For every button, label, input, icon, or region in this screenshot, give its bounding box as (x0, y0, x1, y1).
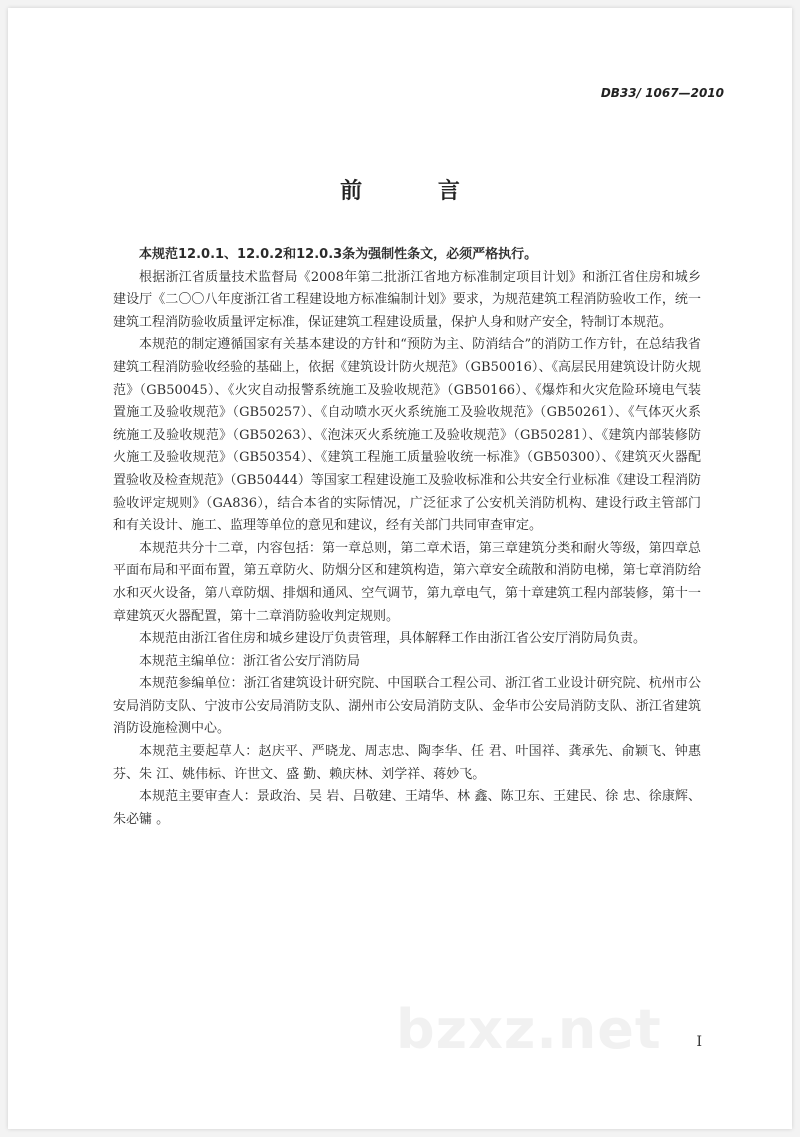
document-page (8, 8, 792, 1129)
page-title: 前 言 (340, 179, 494, 204)
page-number: I (696, 1034, 702, 1050)
mandatory-clause-paragraph: 本规范12.0.1、12.0.2和12.0.3条为强制性条文，必须严格执行。 (139, 247, 538, 262)
management-paragraph: 本规范由浙江省住房和城乡建设厅负责管理，具体解释工作由浙江省公安厅消防局负责。 (139, 631, 647, 647)
reviewers-paragraph: 本规范主要审查人：景政治、吴 岩、吕敬建、王靖华、林 鑫、陈卫东、王建民、徐 忠、徐康辉、朱必镛 。 (113, 789, 701, 827)
chief-editor-paragraph: 本规范主编单位：浙江省公安厅消防局 (139, 653, 361, 669)
drafters-paragraph: 本规范主要起草人：赵庆平、严晓龙、周志忠、陶李华、任 君、叶国祥、龚承先、俞颖飞、钟惠芬、朱 江、姚伟标、许世文、盛 勤、赖庆林、刘学祥、蒋妙飞。 (113, 744, 701, 782)
preface-body (113, 244, 701, 831)
participants-paragraph: 本规范参编单位：浙江省建筑设计研究院、中国联合工程公司、浙江省工业设计研究院、杭州市公安局消防支队、宁波市公安局消防支队、湖州市公安局消防支队、金华市公安局消防支队、浙江省建筑消防设施检测中心。 (113, 676, 701, 737)
background-paragraph: 根据浙江省质量技术监督局《2008年第二批浙江省地方标准制定项目计划》和浙江省住房和城乡建设厅《二〇〇八年度浙江省工程建设地方标准编制计划》要求，为规范建筑工程消防验收工作，统一建筑工程消防验收质量评定标准，保证建筑工程建设质量，保护人身和财产安全，特制订本规范。 (113, 269, 701, 330)
contents-paragraph: 本规范共分十二章，内容包括：第一章总则，第二章术语，第三章建筑分类和耐火等级，第四章总平面布局和平面布置，第五章防火、防烟分区和建筑构造，第六章安全疏散和消防电梯，第七章消防给水和灭火设备，第八章防烟、排烟和通风、空气调节，第九章电气，第十章建筑工程内部装修，第十一章建筑灭火器配置，第十二章消防验收判定规则。 (113, 540, 701, 624)
watermark: bzxz.net (396, 998, 662, 1061)
basis-paragraph: 本规范的制定遵循国家有关基本建设的方针和“预防为主、防消结合”的消防工作方针，在总结我省建筑工程消防验收经验的基础上，依据《建筑设计防火规范》（GB50016）、《高层民用建筑设计防火规范》（GB50045）、《火灾自动报警系统施工及验收规范》（GB50166）、《爆炸和火灾危险环境电气装置施工及验收规范》（GB50257）、《自动喷水灭火系统施工及验收规范》（GB50261）、《气体灭火系统施工及验收规范》（GB50263）、《泡沫灭火系统施工及验收规范》（GB50281）、《建筑内部装修防火施工及验收规范》（GB50354）、《建筑工程施工质量验收统一标准》（GB50300）、《建筑灭火器配置验收及检查规范》（GB50444）等国家工程建设施工及验收标准和公共安全行业标准《建设工程消防验收评定规则》（GA836），结合本省的实际情况，广泛征求了公安机关消防机构、建设行政主管部门和有关设计、施工、监理等单位的意见和建议，经有关部门共同审查审定。 (113, 337, 701, 534)
standard-code: DB33/ 1067—2010 (600, 86, 724, 100)
